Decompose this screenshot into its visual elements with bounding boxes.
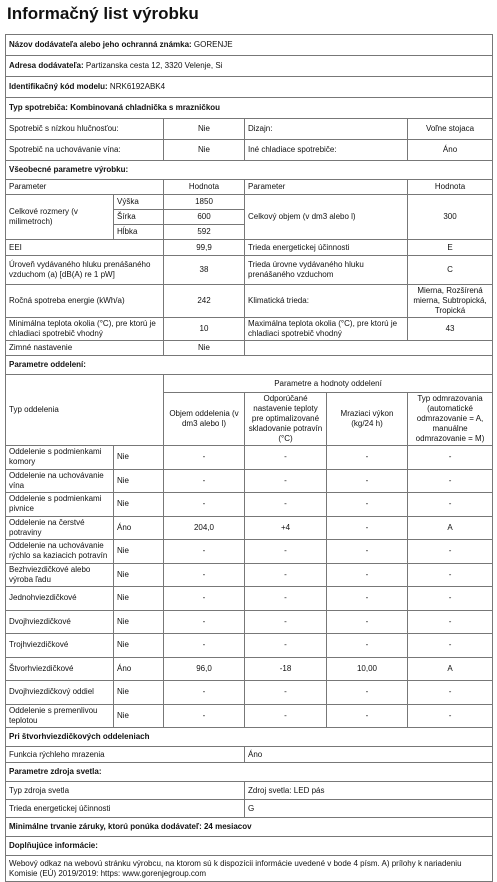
compartment-enabled: Nie: [114, 681, 164, 705]
param-header: Parameter: [6, 180, 164, 195]
compartment-enabled: Nie: [114, 704, 164, 728]
compartment-name: Štvorhviezdičkové: [6, 657, 114, 681]
product-info-sheet: [5, 4, 492, 882]
compartment-enabled: Áno: [114, 657, 164, 681]
compartment-freezing-capacity: 10,00: [327, 657, 408, 681]
dimension-value: 600: [164, 210, 245, 225]
volume-value: 300: [408, 195, 493, 240]
compartment-volume: -: [164, 563, 245, 587]
param-label: Ročná spotreba energie (kWh/a): [6, 285, 164, 318]
model-label: Identifikačný kód modelu:: [9, 82, 108, 91]
compartment-defrost-type: -: [408, 634, 493, 658]
compartment-defrost-type: -: [408, 446, 493, 470]
compartment-defrost-type: -: [408, 469, 493, 493]
param-value: 242: [164, 285, 245, 318]
compartment-freezing-capacity: -: [327, 469, 408, 493]
compartment-defrost-type: -: [408, 563, 493, 587]
compartment-temperature: -: [245, 610, 327, 634]
compartment-name: Oddelenie s podmienkami komory: [6, 446, 114, 470]
dimension-value: 1850: [164, 195, 245, 210]
compartment-freezing-capacity: -: [327, 563, 408, 587]
param-value: 38: [164, 256, 245, 285]
compartment-row: [6, 610, 493, 634]
compartment-volume: 96,0: [164, 657, 245, 681]
address-label: Adresa dodávateľa:: [9, 61, 84, 70]
compartment-row: [6, 516, 493, 540]
compartment-enabled: Nie: [114, 446, 164, 470]
compartment-name: Dvojhviezdičkové: [6, 610, 114, 634]
compartment-rows: [6, 446, 493, 728]
compartment-defrost-type: -: [408, 493, 493, 517]
supplier-row: [6, 35, 493, 56]
compartment-freezing-capacity: -: [327, 493, 408, 517]
dimensions-label: Celkové rozmery (v milimetroch): [6, 195, 114, 240]
compartment-defrost-type: -: [408, 681, 493, 705]
compartment-volume: -: [164, 446, 245, 470]
compartment-name: Oddelenie s podmienkami pivnice: [6, 493, 114, 517]
compartment-row: [6, 446, 493, 470]
compartment-freezing-capacity: -: [327, 516, 408, 540]
compartment-row: [6, 657, 493, 681]
light-class-label: Trieda energetickej účinnosti: [6, 800, 245, 818]
compartment-defrost-type: -: [408, 610, 493, 634]
compartment-type-header: Typ oddelenia: [6, 375, 164, 446]
param-label: EEI: [6, 240, 164, 256]
param-value: Mierna, Rozšírená mierna, Subtropická, Tropická: [408, 285, 493, 318]
param-value: 99,9: [164, 240, 245, 256]
dimension-value: 592: [164, 225, 245, 240]
compartment-defrost-type: A: [408, 657, 493, 681]
compartment-name: Oddelenie s premenlivou teplotou: [6, 704, 114, 728]
compartment-freezing-capacity: -: [327, 610, 408, 634]
compartment-name: Oddelenie na uchovávanie rýchlo sa kaziacich potravín: [6, 540, 114, 564]
compartment-temperature: -: [245, 563, 327, 587]
info-table: [5, 34, 493, 882]
supplier-label: Názov dodávateľa alebo jeho ochranná známka:: [9, 40, 192, 49]
param-value: E: [408, 240, 493, 256]
type-row-label: Spotrebič na uchovávanie vína:: [6, 140, 164, 161]
compartment-defrost-type: A: [408, 516, 493, 540]
value-header: Hodnota: [164, 180, 245, 195]
value-header: Hodnota: [408, 180, 493, 195]
dimension-name: Výška: [114, 195, 164, 210]
compartment-col-header: Mraziaci výkon (kg/24 h): [327, 393, 408, 446]
supplier-value: GORENJE: [193, 40, 233, 49]
compartment-row: [6, 493, 493, 517]
param-value: 10: [164, 318, 245, 341]
compartment-volume: -: [164, 610, 245, 634]
compartment-enabled: Nie: [114, 634, 164, 658]
compartment-temperature: -: [245, 634, 327, 658]
compartment-freezing-capacity: -: [327, 446, 408, 470]
fast-freeze-value: Áno: [245, 747, 493, 763]
compartment-row: [6, 681, 493, 705]
light-class-value: G: [245, 800, 493, 818]
type-row-value: Áno: [408, 140, 493, 161]
param-label: Maximálna teplota okolia (°C), pre ktorú je chladiaci spotrebič vhodný: [245, 318, 408, 341]
dimension-name: Hĺbka: [114, 225, 164, 240]
compartment-volume: -: [164, 493, 245, 517]
param-label: Klimatická trieda:: [245, 285, 408, 318]
compartment-temperature: -: [245, 587, 327, 611]
extra-heading: Doplňujúce informácie:: [6, 837, 493, 856]
compartment-name: Oddelenie na uchovávanie vína: [6, 469, 114, 493]
param-label: Úroveň vydávaného hluku prenášaného vzduchom (a) [dB(A) re 1 pW]: [6, 256, 164, 285]
compartment-freezing-capacity: -: [327, 634, 408, 658]
type-value: Kombinovaná chladnička s mrazničkou: [70, 103, 221, 112]
compartment-col-header: Odporúčané nastavenie teploty pre optimalizované skladovanie potravín (°C): [245, 393, 327, 446]
type-row-label: Spotrebič s nízkou hlučnosťou:: [6, 119, 164, 140]
compartment-defrost-type: -: [408, 587, 493, 611]
compartment-name: Jednohviezdičkové: [6, 587, 114, 611]
compartment-col-header: Typ odmrazovania (automatické odmrazovanie = A, manuálne odmrazovanie = M): [408, 393, 493, 446]
compartment-volume: -: [164, 469, 245, 493]
model-value: NRK6192ABK4: [109, 82, 166, 91]
compartment-volume: -: [164, 634, 245, 658]
extra-text: Webový odkaz na webovú stránku výrobcu, na ktorom sú k dispozícii informácie uvedené v bode 4 písm. A) prílohy k nariadeniu Komisie (EÚ) 2019/2019: https: www.gorenjegroup.com: [6, 856, 493, 882]
compartment-temperature: -18: [245, 657, 327, 681]
compartment-freezing-capacity: -: [327, 587, 408, 611]
compartment-temperature: -: [245, 681, 327, 705]
compartment-name: Dvojhviezdičkový oddiel: [6, 681, 114, 705]
page-title: Informačný list výrobku: [7, 4, 199, 23]
compartment-volume: -: [164, 540, 245, 564]
compartment-name: Trojhviezdičkové: [6, 634, 114, 658]
compartment-col-header: Objem oddelenia (v dm3 alebo l): [164, 393, 245, 446]
compartment-temperature: -: [245, 493, 327, 517]
param-label: Trieda energetickej účinnosti: [245, 240, 408, 256]
warranty: Minimálne trvanie záruky, ktorú ponúka dodávateľ: 24 mesiacov: [6, 818, 493, 837]
compartment-temperature: -: [245, 469, 327, 493]
compartment-group-header: Parametre a hodnoty oddelení: [164, 375, 493, 393]
compartment-name: Bezhviezdičkové alebo výroba ľadu: [6, 563, 114, 587]
compartment-defrost-type: -: [408, 704, 493, 728]
address-value: Partizanska cesta 12, 3320 Velenje, Si: [85, 61, 223, 70]
compartment-enabled: Nie: [114, 563, 164, 587]
compartment-enabled: Nie: [114, 610, 164, 634]
light-type-label: Typ zdroja svetla: [6, 782, 245, 800]
volume-label: Celkový objem (v dm3 alebo l): [245, 195, 408, 240]
compartment-freezing-capacity: -: [327, 540, 408, 564]
param-value: C: [408, 256, 493, 285]
address-row: [6, 56, 493, 77]
param-label: Minimálna teplota okolia (°C), pre ktorú je chladiaci spotrebič vhodný: [6, 318, 164, 341]
compartments-heading: Parametre oddelení:: [6, 356, 493, 375]
winter-value: Nie: [164, 341, 245, 356]
param-value: 43: [408, 318, 493, 341]
model-row: [6, 77, 493, 98]
compartment-enabled: Nie: [114, 540, 164, 564]
dimension-name: Šírka: [114, 210, 164, 225]
compartment-row: [6, 469, 493, 493]
compartment-row: [6, 540, 493, 564]
compartment-enabled: Áno: [114, 516, 164, 540]
four-star-heading: Pri štvorhviezdičkových oddeleniach: [6, 728, 493, 747]
compartment-volume: -: [164, 587, 245, 611]
general-heading: Všeobecné parametre výrobku:: [6, 161, 493, 180]
compartment-temperature: -: [245, 704, 327, 728]
type-row-value: Voľne stojaca: [408, 119, 493, 140]
param-label: Trieda úrovne vydávaného hluku prenášaného vzduchom: [245, 256, 408, 285]
winter-label: Zimné nastavenie: [6, 341, 164, 356]
compartment-volume: -: [164, 681, 245, 705]
light-type-value: Zdroj svetla: LED pás: [245, 782, 493, 800]
compartment-temperature: +4: [245, 516, 327, 540]
type-row: [6, 98, 493, 119]
compartment-row: [6, 704, 493, 728]
type-row-label: Dizajn:: [245, 119, 408, 140]
type-label: Typ spotrebiča:: [9, 103, 68, 112]
light-heading: Parametre zdroja svetla:: [6, 763, 493, 782]
compartment-enabled: Nie: [114, 587, 164, 611]
compartment-row: [6, 634, 493, 658]
compartment-freezing-capacity: -: [327, 681, 408, 705]
type-row-value: Nie: [164, 119, 245, 140]
compartment-row: [6, 563, 493, 587]
compartment-temperature: -: [245, 446, 327, 470]
compartment-volume: 204,0: [164, 516, 245, 540]
compartment-enabled: Nie: [114, 493, 164, 517]
compartment-name: Oddelenie na čerstvé potraviny: [6, 516, 114, 540]
type-row-label: Iné chladiace spotrebiče:: [245, 140, 408, 161]
compartment-defrost-type: -: [408, 540, 493, 564]
compartment-volume: -: [164, 704, 245, 728]
compartment-row: [6, 587, 493, 611]
fast-freeze-label: Funkcia rýchleho mrazenia: [6, 747, 245, 763]
param-header: Parameter: [245, 180, 408, 195]
compartment-enabled: Nie: [114, 469, 164, 493]
type-row-value: Nie: [164, 140, 245, 161]
compartment-freezing-capacity: -: [327, 704, 408, 728]
compartment-temperature: -: [245, 540, 327, 564]
